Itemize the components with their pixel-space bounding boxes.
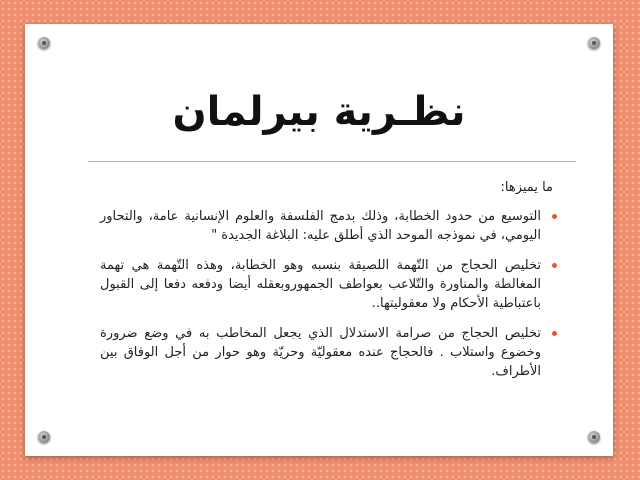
bullet-dot-icon (552, 214, 557, 219)
bullet-text: التوسيع من حدود الخطابة، وذلك بدمج الفلسفة والعلوم الإنسانية عامة، والتحاور اليومي، في نموذجه الموحد الذي أطلق عليه: البلاغة الجديدة " (100, 209, 541, 243)
pushpin-icon (38, 431, 50, 443)
title-divider (88, 161, 576, 162)
slide-card (25, 24, 613, 456)
bullet-list (100, 207, 557, 381)
bullet-item (100, 256, 557, 313)
bullet-text: تخليص الحجاج من صرامة الاستدلال الذي يجعل المخاطب به في وضع ضرورة وخضوع واستلاب . فالحجاج عنده معقوليّة وحريّة وهو حوار من أجل الوفاق بين الأطراف. (100, 326, 541, 379)
pushpin-icon (588, 37, 600, 49)
pushpin-icon (38, 37, 50, 49)
pushpin-icon (588, 431, 600, 443)
slide-title: نظـرية بيرلمان (172, 89, 466, 135)
bullet-text: تخليص الحجاج من التّهمة اللصيقة بنسبه وهو الخطابة، وهذه التّهمة هي تهمة المغالطة والمناورة والتّلاعب بعواطف الجمهوروبعقله أيضا ودفعه دفعا إلى القبول باعتباطية الأحكام ولا معقوليتها.. (100, 258, 541, 311)
bullet-item (100, 207, 557, 245)
intro-text: ما يميزها: (500, 180, 553, 195)
bullet-dot-icon (552, 331, 557, 336)
bullet-dot-icon (552, 263, 557, 268)
slide-body (100, 178, 557, 392)
bullet-item (100, 324, 557, 381)
